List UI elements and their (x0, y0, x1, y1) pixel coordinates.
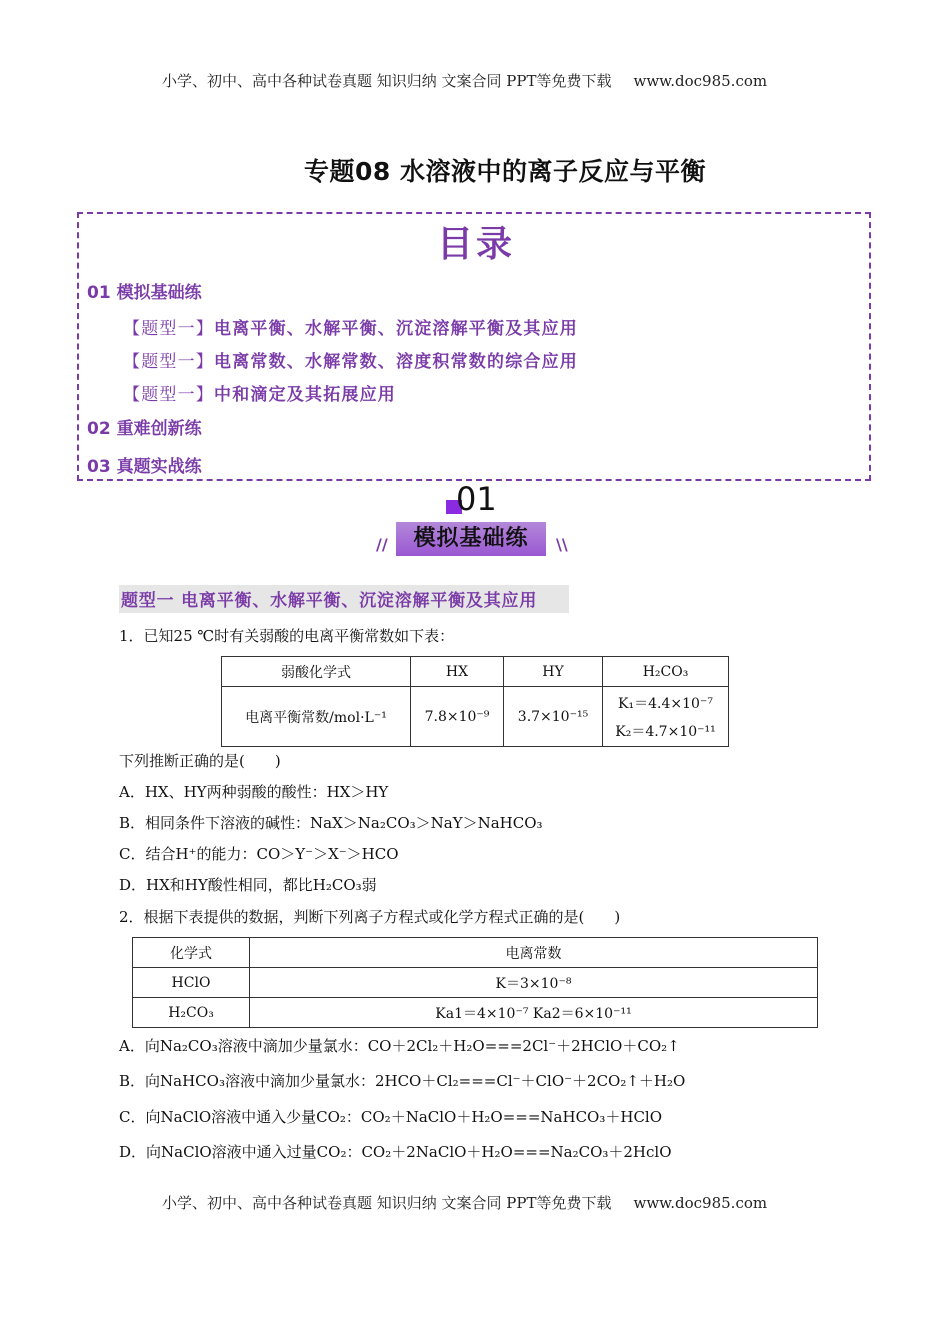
toc-item-bracket: 【题型一】 (123, 385, 214, 405)
q1-k1: K₁＝4.4×10⁻⁷ (618, 695, 713, 712)
q1-option-d[interactable]: D．HX和HY酸性相同，都比H₂CO₃弱 (119, 876, 377, 894)
q1-stem: 1．已知25 ℃时有关弱酸的电离平衡常数如下表： (119, 627, 455, 645)
toc-item-bracket: 【题型一】 (123, 319, 214, 339)
q2-option-d[interactable]: D．向NaClO溶液中通入过量CO₂：CO₂＋2NaClO＋H₂O===Na₂CO₃＋2HclO (119, 1143, 672, 1161)
q1-th-hx: HX (411, 657, 504, 687)
footer-site-link[interactable]: www.doc985.com (633, 1194, 768, 1212)
section-slash-right: \\ (556, 535, 568, 554)
toc-section-03[interactable]: 03 真题实战练 (87, 457, 202, 477)
q1-th-hy: HY (504, 657, 603, 687)
q1-th-h2co3: H₂CO₃ (603, 657, 729, 687)
q2-option-c[interactable]: C．向NaClO溶液中通入少量CO₂：CO₂＋NaClO＋H₂O===NaHCO₃＋HClO (119, 1108, 663, 1126)
q2-cell-h2co3-k: Ka1＝4×10⁻⁷ Ka2＝6×10⁻¹¹ (250, 998, 818, 1028)
q2-table (132, 937, 818, 1028)
q1-cell-h2co3 (603, 687, 729, 747)
q2-th-formula: 化学式 (133, 938, 250, 968)
q1-table (221, 656, 729, 747)
page-header (162, 70, 767, 91)
q2-th-constant: 电离常数 (250, 938, 818, 968)
toc-item-text: 电离平衡、水解平衡、沉淀溶解平衡及其应用 (214, 319, 578, 339)
q1-prompt: 下列推断正确的是( ) (119, 752, 281, 770)
footer-text: 小学、初中、高中各种试卷真题 知识归纳 文案合同 PPT等免费下载 (162, 1194, 612, 1212)
q2-cell-hclo-k: K＝3×10⁻⁸ (250, 968, 818, 998)
q1-option-b[interactable]: B．相同条件下溶液的碱性：NaX＞Na₂CO₃＞NaY＞NaHCO₃ (119, 814, 543, 832)
q1-th-acid: 弱酸化学式 (222, 657, 411, 687)
toc-item-3[interactable] (123, 380, 396, 405)
document-title: 专题08 水溶液中的离子反应与平衡 (304, 157, 706, 186)
toc-section-01[interactable]: 01 模拟基础练 (87, 283, 202, 303)
header-site-link[interactable]: www.doc985.com (633, 72, 768, 90)
q2-cell-hclo: HClO (133, 968, 250, 998)
toc-heading: 目录 (436, 224, 515, 265)
q1-cell-hy: 3.7×10⁻¹⁵ (504, 687, 603, 747)
question-type-title: 题型一 电离平衡、水解平衡、沉淀溶解平衡及其应用 (121, 591, 538, 611)
header-text: 小学、初中、高中各种试卷真题 知识归纳 文案合同 PPT等免费下载 (162, 72, 612, 90)
section-name: 模拟基础练 (413, 526, 529, 551)
section-number: 01 (456, 480, 497, 518)
page-footer (162, 1192, 767, 1213)
q2-option-a[interactable]: A．向Na₂CO₃溶液中滴加少量氯水：CO＋2Cl₂＋H₂O===2Cl⁻＋2HClO＋CO₂↑ (119, 1037, 680, 1055)
toc-section-02[interactable]: 02 重难创新练 (87, 419, 202, 439)
toc-item-1[interactable] (123, 314, 578, 339)
toc-item-bracket: 【题型一】 (123, 352, 214, 372)
q2-cell-h2co3: H₂CO₃ (133, 998, 250, 1028)
toc-item-text: 电离常数、水解常数、溶度积常数的综合应用 (214, 352, 578, 372)
q1-k2: K₂＝4.7×10⁻¹¹ (615, 723, 716, 740)
toc-item-2[interactable] (123, 347, 578, 372)
q1-row-label: 电离平衡常数/mol·L⁻¹ (222, 687, 411, 747)
q1-cell-hx: 7.8×10⁻⁹ (411, 687, 504, 747)
q2-stem: 2．根据下表提供的数据，判断下列离子方程式或化学方程式正确的是( ) (119, 908, 621, 926)
toc-item-text: 中和滴定及其拓展应用 (214, 385, 396, 405)
table-of-contents (77, 212, 871, 481)
q2-option-b[interactable]: B．向NaHCO₃溶液中滴加少量氯水：2HCO＋Cl₂===Cl⁻＋ClO⁻＋2CO₂↑＋H₂O (119, 1072, 686, 1090)
section-slash-left: // (376, 535, 388, 554)
q1-option-c[interactable]: C．结合H⁺的能力：CO＞Y⁻＞X⁻＞HCO (119, 845, 399, 863)
q1-option-a[interactable]: A．HX、HY两种弱酸的酸性：HX＞HY (119, 783, 389, 801)
